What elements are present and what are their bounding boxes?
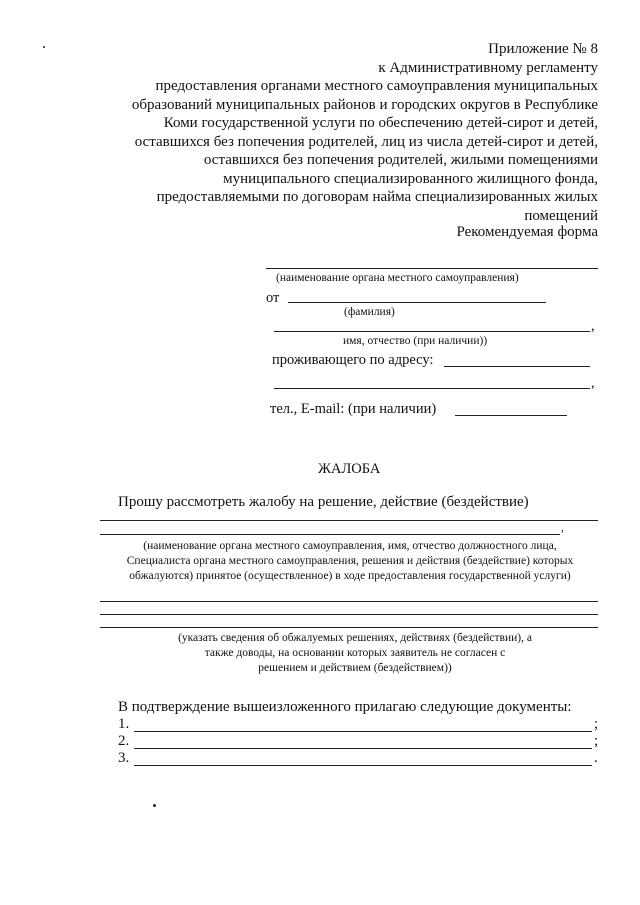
complaint-title: ЖАЛОБА	[318, 461, 381, 477]
name-line-comma: ,	[591, 318, 595, 334]
appendix-line: оставшихся без попечения родителей, лиц из числа детей-сирот и детей,	[134, 133, 598, 150]
surname-line[interactable]	[288, 302, 546, 303]
appendix-line: муниципального специализированного жилищного фонда,	[223, 170, 598, 187]
attachment-number: 3.	[118, 750, 130, 766]
caption-line: Специалиста органа местного самоуправления, решения и действия (бездействие) которых	[126, 555, 574, 567]
attachment-end-mark: .	[594, 750, 598, 766]
from-label: от	[266, 290, 280, 306]
complaint-line-1[interactable]	[100, 520, 598, 521]
attachment-line-3[interactable]	[134, 765, 592, 766]
caption-line: также доводы, на основании которых заявитель не согласен с	[204, 647, 506, 659]
authority-line[interactable]	[266, 268, 598, 269]
scan-speck-bottom	[153, 804, 156, 807]
form-type-label: Рекомендуемая форма	[456, 224, 598, 240]
residing-label: проживающего по адресу:	[272, 352, 434, 368]
name-caption: имя, отчество (при наличии))	[343, 335, 488, 347]
phone-label: тел., E-mail: (при наличии)	[270, 401, 437, 417]
appendix-line: помещений	[524, 207, 598, 224]
appendix-line: оставшихся без попечения родителей, жилыми помещениями	[203, 152, 598, 168]
authority-caption: (наименование органа местного самоуправления)	[276, 272, 519, 284]
surname-caption: (фамилия)	[344, 306, 395, 318]
complaint-caption-2	[150, 631, 560, 676]
address-line-2[interactable]	[274, 388, 590, 389]
caption-line: решением и действием (бездействием))	[258, 662, 452, 674]
phone-line[interactable]	[455, 415, 567, 416]
appendix-line: Приложение № 8	[488, 41, 598, 57]
scan-speck-top	[43, 46, 45, 48]
appendix-block	[132, 40, 598, 225]
attachment-line-2[interactable]	[134, 748, 592, 749]
complaint-line-2-comma: ,	[561, 522, 564, 534]
caption-line: (указать сведения об обжалуемых решениях, действиях (бездействии), а	[178, 632, 532, 644]
grounds-line-2[interactable]	[100, 614, 598, 615]
attachment-end-mark: ;	[594, 733, 599, 749]
address-line-comma: ,	[591, 375, 595, 391]
grounds-line-3[interactable]	[100, 627, 598, 628]
attachment-number: 1.	[118, 716, 130, 732]
grounds-line-1[interactable]	[100, 601, 598, 602]
caption-line: обжалуются) принятое (осуществленное) в ходе предоставления государственной услуги)	[129, 570, 571, 582]
complaint-intro: Прошу рассмотреть жалобу на решение, действие (бездействие)	[118, 494, 529, 510]
caption-line: (наименование органа местного самоуправления, имя, отчество должностного лица,	[143, 540, 557, 552]
complaint-line-2[interactable]	[100, 534, 560, 535]
appendix-line: Коми государственной услуги по обеспечению детей-сирот и детей,	[163, 115, 598, 131]
appendix-line: образований муниципальных районов и городских округов в Республике	[131, 96, 598, 113]
address-line-1[interactable]	[444, 366, 590, 367]
attachment-line-1[interactable]	[134, 731, 592, 732]
name-line[interactable]	[274, 331, 590, 332]
attachment-number: 2.	[118, 733, 130, 749]
complaint-caption-1	[100, 539, 600, 584]
appendix-line: предоставления органами местного самоуправления муниципальных	[155, 78, 598, 94]
attachments-intro: В подтверждение вышеизложенного прилагаю следующие документы:	[118, 699, 572, 715]
appendix-line: предоставляемыми по договорам найма специализированных жилых	[156, 189, 598, 205]
attachment-end-mark: ;	[594, 716, 599, 732]
appendix-line: к Административному регламенту	[378, 59, 598, 76]
